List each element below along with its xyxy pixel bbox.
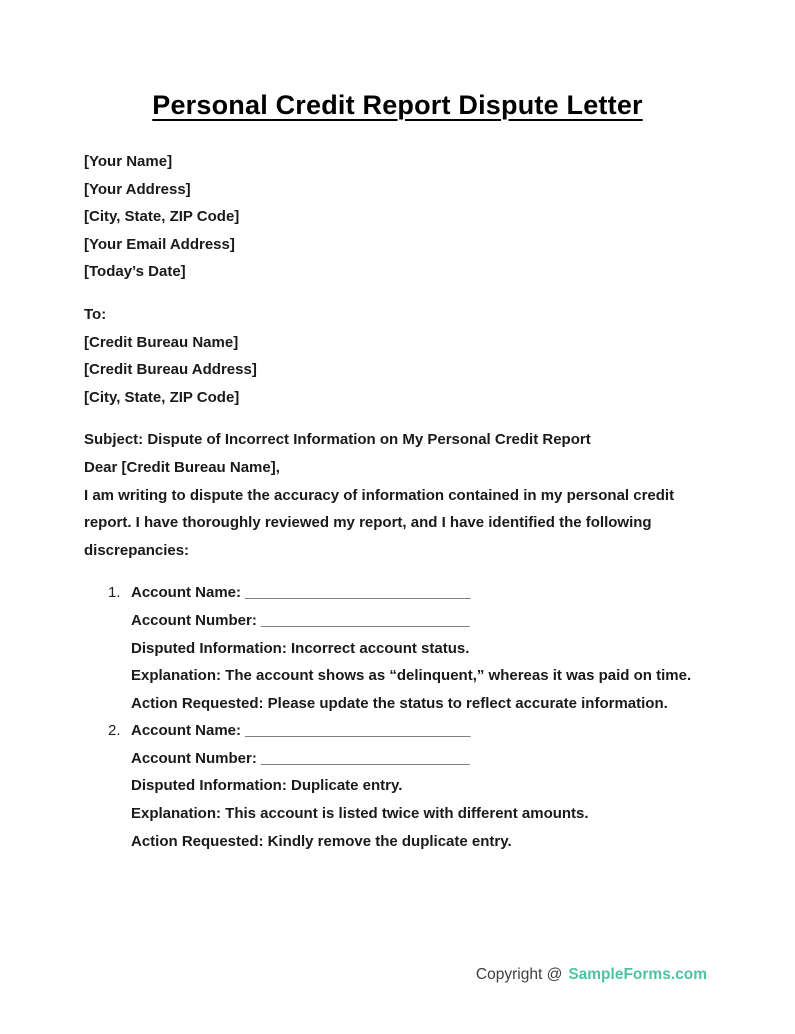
salutation: Dear [Credit Bureau Name], bbox=[84, 458, 280, 476]
recipient-label: To: bbox=[84, 305, 107, 323]
dispute-line: Account Number: _________________________ bbox=[131, 611, 470, 629]
dispute-item bbox=[84, 717, 711, 855]
list-marker: 2. bbox=[108, 722, 121, 740]
list-marker: 1. bbox=[108, 584, 121, 602]
intro-paragraph: I am writing to dispute the accuracy of information contained in my personal credit report. I have thoroughly reviewed my report, and I have identified the following discrepancies: bbox=[84, 486, 675, 559]
dispute-item bbox=[84, 579, 711, 717]
recipient-line: [Credit Bureau Address] bbox=[84, 361, 257, 379]
dispute-line: Account Name: ___________________________ bbox=[131, 722, 471, 740]
dispute-line: Account Number: _________________________ bbox=[131, 749, 470, 767]
page-title: Personal Credit Report Dispute Letter bbox=[152, 90, 643, 120]
sender-line: [City, State, ZIP Code] bbox=[84, 208, 240, 226]
footer bbox=[476, 963, 707, 987]
copyright-text: Copyright @ bbox=[475, 966, 563, 983]
dispute-line: Disputed Information: Incorrect account status. bbox=[131, 639, 470, 657]
recipient-line: [Credit Bureau Name] bbox=[84, 333, 239, 351]
dispute-line: Action Requested: Kindly remove the duplicate entry. bbox=[131, 832, 512, 850]
sender-line: [Your Address] bbox=[84, 180, 191, 198]
subject-line: Subject: Dispute of Incorrect Information on My Personal Credit Report bbox=[84, 431, 591, 449]
dispute-line: Disputed Information: Duplicate entry. bbox=[131, 777, 403, 795]
dispute-item-lines bbox=[131, 717, 711, 855]
dispute-line: Explanation: This account is listed twice with different amounts. bbox=[131, 805, 589, 823]
recipient-line: [City, State, ZIP Code] bbox=[84, 388, 240, 406]
dispute-line: Explanation: The account shows as “delinquent,” whereas it was paid on time. bbox=[131, 667, 692, 685]
recipient-block bbox=[84, 301, 711, 411]
sampleforms-link[interactable]: SampleForms.com bbox=[568, 966, 707, 983]
sender-block bbox=[84, 148, 711, 286]
dispute-line: Account Name: ___________________________ bbox=[131, 584, 471, 602]
sender-line: [Today’s Date] bbox=[84, 263, 186, 281]
sender-line: [Your Email Address] bbox=[84, 235, 235, 253]
dispute-line: Action Requested: Please update the status to reflect accurate information. bbox=[131, 694, 668, 712]
sender-line: [Your Name] bbox=[84, 153, 173, 170]
dispute-list bbox=[84, 579, 711, 855]
dispute-item-lines bbox=[131, 579, 711, 717]
